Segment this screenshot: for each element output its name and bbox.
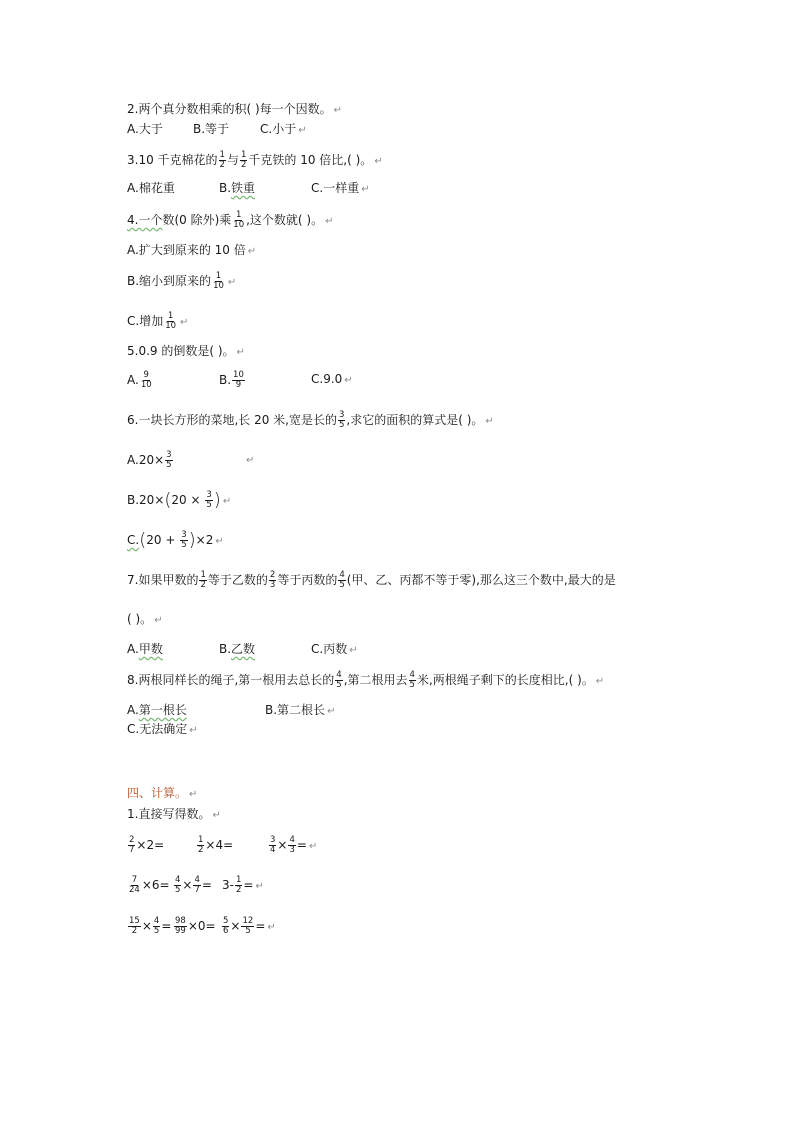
- fraction: $\frac{3}{5}$: [338, 410, 345, 430]
- question-4: 4.一个数(0 除外)乘 $\frac{1}{10}$ ,这个数就( )。 ↵: [127, 210, 334, 230]
- q6-option-b: B.20×(20 × $\frac{3}{5}$ ) ↵: [127, 489, 232, 511]
- question-7-blank: ( )。 ↵: [127, 612, 163, 626]
- question-text: 2.两个真分数相乘的积( )每一个因数。: [127, 102, 332, 116]
- q8-option-c: C.无法确定 ↵: [127, 722, 198, 736]
- q8-option-b: B.第二根长 ↵: [265, 703, 336, 717]
- q2-option-c: C.小于 ↵: [260, 122, 307, 136]
- fraction: $\frac{1}{2}$: [240, 150, 247, 170]
- q3-option-c: C.一样重 ↵: [311, 181, 370, 195]
- question-8: 8.两根同样长的绳子,第一根用去总长的 $\frac{4}{5}$ ,第二根用去 $\frac{4}{5}$ 米,两根绳子剩下的长度相比,( )。 ↵: [127, 670, 605, 690]
- fraction: $\frac{1}{2}$: [219, 150, 225, 170]
- q4-option-a: A.扩大到原来的 10 倍 ↵: [127, 243, 257, 257]
- q5-option-c: C.9.0 ↵: [311, 372, 353, 386]
- section-subheading: 1.直接写得数。 ↵: [127, 807, 221, 821]
- q5-option-a: A. $\frac{9}{10}$: [127, 370, 152, 390]
- calc-item: $\frac{5}{6}$ × $\frac{12}{5}$ = ↵: [223, 916, 276, 936]
- q6-option-a: A.20× $\frac{3}{5}$: [127, 450, 172, 470]
- q8-option-a: A.第一根长: [127, 703, 187, 717]
- q6-option-c: C.(20 + $\frac{3}{5}$ )×2 ↵: [127, 529, 224, 551]
- question-7: 7.如果甲数的 $\frac{1}{2}$ 等于乙数的 $\frac{2}{3}$ 等于丙数的 $\frac{4}{5}$ (甲、乙、丙都不等于零),那么这三个数中,最大的是: [127, 570, 616, 590]
- question-5: 5.0.9 的倒数是( )。 ↵: [127, 344, 245, 358]
- q7-option-c: C.丙数 ↵: [311, 642, 358, 656]
- question-3: 3.10 千克棉花的 $\frac{1}{2}$ 与 $\frac{1}{2}$ 千克铁的 10 倍比,( )。 ↵: [127, 150, 383, 170]
- q5-option-b: B. $\frac{10}{9}$: [219, 370, 244, 390]
- q4-option-b: B.缩小到原来的 $\frac{1}{10}$ ↵: [127, 271, 237, 291]
- paragraph-mark: ↵: [333, 105, 343, 116]
- question-6: 6.一块长方形的菜地,长 20 米,宽是长的 $\frac{3}{5}$ ,求它的面积的算式是( )。 ↵: [127, 410, 494, 430]
- q3-option-b: B.铁重: [219, 181, 256, 195]
- calc-item: $\frac{15}{2}$ × $\frac{4}{5}$ =: [129, 916, 172, 936]
- calc-item: $\frac{4}{5}$ × $\frac{4}{7}$ =: [175, 875, 212, 895]
- calc-item: $\frac{1}{2}$ ×4=: [198, 835, 234, 855]
- question-2: [127, 101, 342, 119]
- q3-option-a: A.棉花重: [127, 181, 175, 195]
- q7-option-b: B.乙数: [219, 642, 256, 656]
- calc-item: $\frac{2}{7}$ ×2=: [129, 835, 165, 855]
- q4-option-c: C.增加 $\frac{1}{10}$ ↵: [127, 311, 189, 331]
- q2-option-b: B.等于: [193, 122, 230, 136]
- q2-option-a: A.大于: [127, 122, 163, 136]
- calc-item: 3- $\frac{1}{2}$ = ↵: [222, 875, 264, 895]
- calc-item: $\frac{7}{24}$ ×6=: [129, 875, 170, 895]
- q6-option-a-mark: ↵: [246, 455, 255, 466]
- calc-item: $\frac{98}{99}$ ×0=: [175, 916, 216, 936]
- fraction: $\frac{1}{10}$: [233, 210, 245, 230]
- calc-item: $\frac{3}{4}$ × $\frac{4}{3}$ = ↵: [270, 835, 318, 855]
- q7-option-a: A.甲数: [127, 642, 163, 656]
- section-heading: 四、计算。 ↵: [127, 786, 198, 800]
